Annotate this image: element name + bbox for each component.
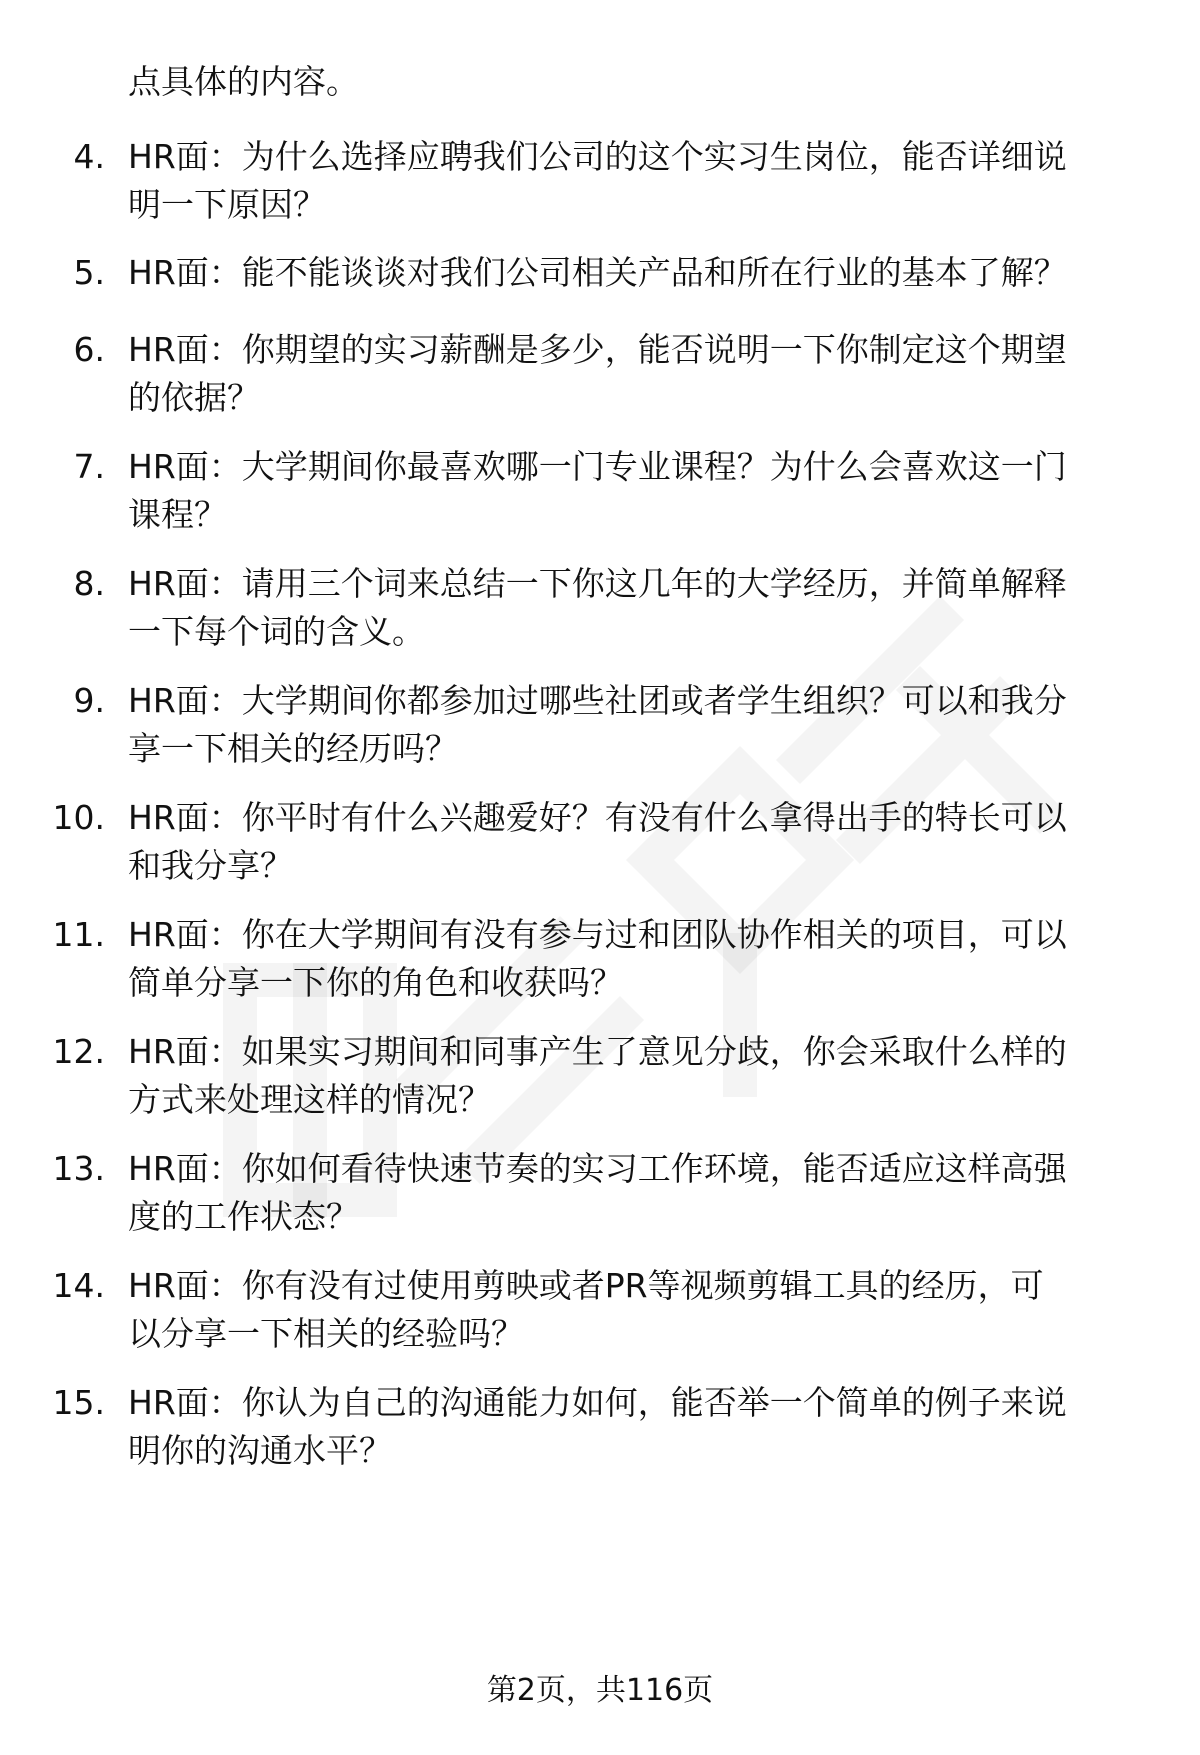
item-number: 10.: [52, 798, 105, 837]
item-number: 13.: [52, 1149, 105, 1188]
item-number: 15.: [52, 1383, 105, 1422]
page-number-footer: 第2页，共116页: [486, 1673, 714, 1708]
item-text-line: HR面：你平时有什么兴趣爱好？有没有什么拿得出手的特长可以: [128, 798, 1067, 837]
item-number: 11.: [52, 915, 105, 954]
item-text-line: 明你的沟通水平？: [128, 1431, 392, 1470]
item-text: [128, 1379, 1067, 1475]
item-number: 6.: [73, 330, 105, 369]
item-text-line: 和我分享？: [128, 846, 293, 885]
item-text-line: HR面：你期望的实习薪酬是多少，能否说明一下你制定这个期望: [128, 330, 1067, 369]
item-text-line: HR面：你在大学期间有没有参与过和团队协作相关的项目，可以: [128, 915, 1067, 954]
item-text-line: 以分享一下相关的经验吗？: [128, 1314, 524, 1353]
item-text: [128, 1028, 1067, 1124]
item-text-line: HR面：请用三个词来总结一下你这几年的大学经历，并简单解释: [128, 564, 1067, 603]
item-number: 12.: [52, 1032, 105, 1071]
item-number: 14.: [52, 1266, 105, 1305]
item-text-line: 方式来处理这样的情况？: [128, 1080, 491, 1119]
item-text-line: HR面：大学期间你都参加过哪些社团或者学生组织？可以和我分: [128, 681, 1067, 720]
item-text: [128, 911, 1067, 1007]
item-text: [128, 326, 1067, 422]
item-number: 4.: [73, 137, 105, 176]
item-number: 7.: [73, 447, 105, 486]
item-text-line: 简单分享一下你的角色和收获吗？: [128, 963, 623, 1002]
item-text-line: 一下每个词的含义。: [128, 612, 425, 651]
item-text-line: 课程？: [128, 495, 227, 534]
item-text-line: 明一下原因？: [128, 185, 326, 224]
item-text-line: HR面：你认为自己的沟通能力如何，能否举一个简单的例子来说: [128, 1383, 1067, 1422]
item-number: 8.: [73, 564, 105, 603]
item-number: 5.: [73, 253, 105, 292]
item-text-line: 度的工作状态？: [128, 1197, 359, 1236]
item-text-line: HR面：你有没有过使用剪映或者PR等视频剪辑工具的经历，可: [128, 1266, 1044, 1305]
item-text: [128, 249, 1067, 297]
item-text-line: 的依据？: [128, 378, 260, 417]
item-text: [128, 133, 1067, 229]
item-text: [128, 1262, 1044, 1358]
item-text-line: HR面：能不能谈谈对我们公司相关产品和所在行业的基本了解？: [128, 253, 1067, 292]
item-text-line: HR面：如果实习期间和同事产生了意见分歧，你会采取什么样的: [128, 1032, 1067, 1071]
item-text-line: HR面：为什么选择应聘我们公司的这个实习生岗位，能否详细说: [128, 137, 1067, 176]
item-text: [128, 1145, 1067, 1241]
continuation-text: 点具体的内容。: [128, 62, 359, 101]
item-text: [128, 443, 1067, 539]
item-text-line: HR面：大学期间你最喜欢哪一门专业课程？为什么会喜欢这一门: [128, 447, 1067, 486]
item-text: [128, 560, 1067, 656]
item-text: [128, 794, 1067, 890]
item-number: 9.: [73, 681, 105, 720]
item-text-line: 享一下相关的经历吗？: [128, 729, 458, 768]
item-text: [128, 677, 1067, 773]
item-text-line: HR面：你如何看待快速节奏的实习工作环境，能否适应这样高强: [128, 1149, 1067, 1188]
